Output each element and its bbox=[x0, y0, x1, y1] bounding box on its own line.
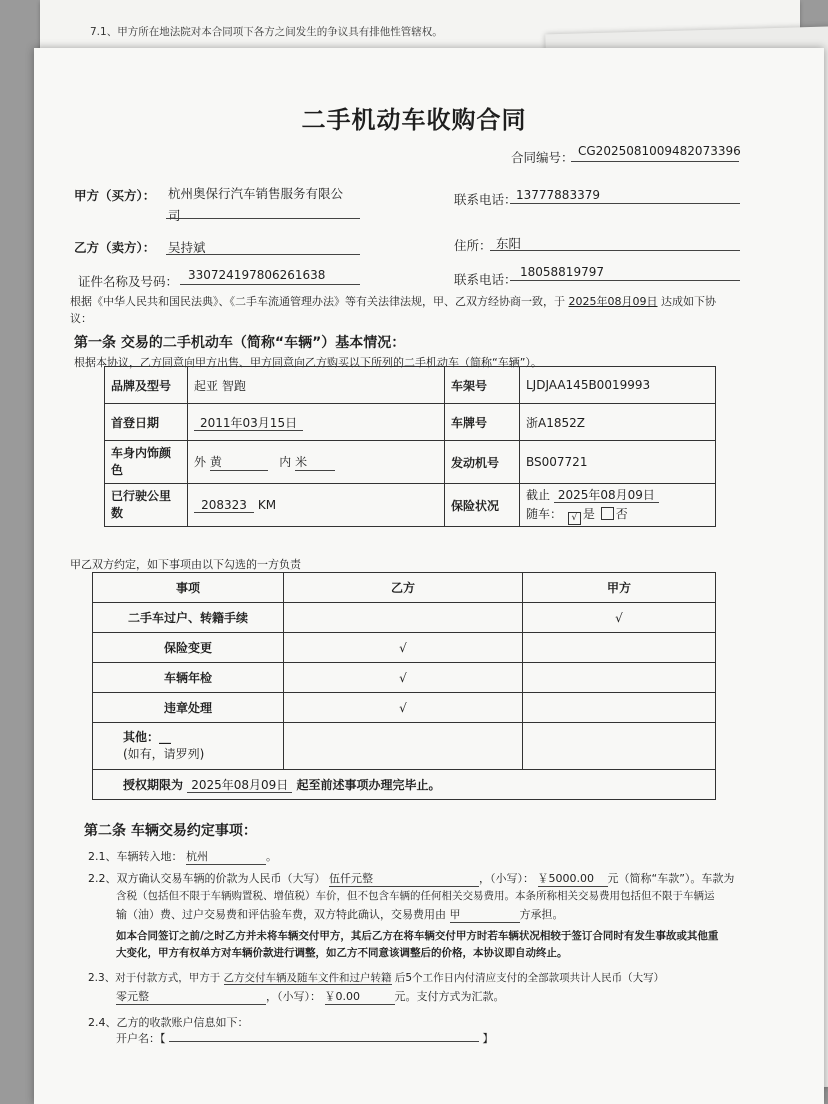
preamble-line2: 议： bbox=[70, 312, 92, 325]
table-row bbox=[93, 603, 716, 633]
party-b-label: 乙方（卖方）： bbox=[74, 240, 156, 255]
party-b-name: 吴持斌 bbox=[168, 240, 206, 255]
first-reg-label: 首登日期 bbox=[105, 404, 188, 441]
insurance-value: 截止 2025年08月09日 随车： √ 是 否 bbox=[520, 484, 716, 527]
clause-7-1: 7.1、甲方所在地法院对本合同项下各方之间发生的争议具有排他性管辖权。 bbox=[90, 26, 443, 38]
duties-table bbox=[92, 572, 716, 800]
table-row bbox=[93, 693, 716, 723]
insurance-label: 保险状况 bbox=[445, 484, 520, 527]
table-row bbox=[93, 633, 716, 663]
other-cell: 其他：__ (如有，请罗列) bbox=[93, 723, 284, 770]
duty-party-b: √ bbox=[284, 693, 523, 723]
table-row bbox=[105, 367, 716, 404]
party-a-name-1: 杭州奥保行汽车销售服务有限公 bbox=[168, 186, 344, 201]
mileage-value: 208323 KM bbox=[188, 484, 445, 527]
duty-party-a: √ bbox=[523, 603, 716, 633]
party-b-address: 东阳 bbox=[496, 236, 522, 251]
col-party-b: 乙方 bbox=[284, 573, 523, 603]
party-b-id: 330724197806261638 bbox=[188, 268, 326, 282]
col-item: 事项 bbox=[93, 573, 284, 603]
plate-label: 车牌号 bbox=[445, 404, 520, 441]
vin-value: LJDJAA145B0019993 bbox=[520, 367, 716, 404]
preamble-line1: 根据《中华人民共和国民法典》、《二手车流通管理办法》等有关法律法规，甲、乙双方经协商一致，于 2025年08月09日 达成如下协 bbox=[70, 295, 716, 308]
clause-2-1: 2.1、车辆转入地： 杭州 。 bbox=[88, 850, 277, 863]
col-party-a: 甲方 bbox=[523, 573, 716, 603]
article2-title: 第二条 车辆交易约定事项： bbox=[84, 823, 257, 839]
duty-item: 违章处理 bbox=[93, 693, 284, 723]
article1-intro: 根据本协议，乙方同意向甲方出售、甲方同意向乙方购买以下所列的二手机动车（简称“车辆”）。 bbox=[74, 356, 542, 369]
yes-checkbox: √ bbox=[568, 512, 581, 525]
party-b-id-label: 证件名称及号码： bbox=[78, 274, 179, 289]
table-row bbox=[93, 723, 716, 770]
page-title: 二手机动车收购合同 bbox=[301, 106, 527, 134]
party-a-name-2: 司 bbox=[168, 208, 181, 223]
plate-value: 浙A1852Z bbox=[520, 404, 716, 441]
engine-value: BS007721 bbox=[520, 441, 716, 484]
duty-party-b bbox=[284, 603, 523, 633]
clause-2-2-line1: 2.2、双方确认交易车辆的价款为人民币（大写） 伍仟元整 ，（小写）： ￥5000.00 元（简称“车款”）。车款为 bbox=[88, 872, 735, 885]
table-row bbox=[105, 484, 716, 527]
clause-2-3-line2: 零元整 ，（小写）： ￥0.00 元。支付方式为汇款。 bbox=[116, 990, 505, 1003]
first-reg-value: 2011年03月15日 bbox=[188, 404, 445, 441]
no-checkbox bbox=[601, 507, 614, 520]
account-holder: 开户名：【 】 bbox=[116, 1032, 494, 1045]
clause-2-2-line2: 含税（包括但不限于车辆购置税、增值税）车价，但不包含车辆的任何相关交易费用。本条所称相关交易费用包括但不限于车辆运 bbox=[116, 890, 715, 902]
clause-2-3-line1: 2.3、对于付款方式，甲方于 乙方交付车辆及随车文件和过户转籍 后5个工作日内付清应支付的全部款项共计人民币（大写） bbox=[88, 972, 665, 984]
engine-label: 发动机号 bbox=[445, 441, 520, 484]
party-b-address-label: 住所： bbox=[454, 238, 492, 253]
mileage-label: 已行驶公里数 bbox=[105, 484, 188, 527]
brand-label: 品牌及型号 bbox=[105, 367, 188, 404]
vehicle-info-table bbox=[104, 366, 716, 527]
duty-party-a bbox=[523, 633, 716, 663]
duty-item: 二手车过户、转籍手续 bbox=[93, 603, 284, 633]
article1-title: 第一条 交易的二手机动车（简称“车辆”）基本情况： bbox=[74, 335, 406, 351]
table-row bbox=[105, 441, 716, 484]
duty-party-b: √ bbox=[284, 633, 523, 663]
party-a-phone: 13777883379 bbox=[516, 188, 600, 202]
color-label: 车身内饰颜色 bbox=[105, 441, 188, 484]
table-row bbox=[93, 573, 716, 603]
duties-intro: 甲乙双方约定，如下事项由以下勾选的一方负责 bbox=[70, 558, 301, 571]
contract-no-label: 合同编号： bbox=[511, 150, 574, 165]
party-b-phone-label: 联系电话： bbox=[454, 272, 517, 287]
contract-page bbox=[34, 48, 824, 1104]
brand-value: 起亚 智跑 bbox=[188, 367, 445, 404]
table-row bbox=[93, 663, 716, 693]
table-row bbox=[105, 404, 716, 441]
bold-clause-2: 大变化，甲方有权单方对车辆价款进行调整，如乙方不同意该调整后的价格，本协议即自动终止。 bbox=[116, 947, 568, 959]
duty-party-a bbox=[523, 693, 716, 723]
vin-label: 车架号 bbox=[445, 367, 520, 404]
duty-party-a bbox=[523, 663, 716, 693]
table-row bbox=[93, 770, 716, 800]
color-value: 外 黄 内 米 bbox=[188, 441, 445, 484]
clause-2-2-line3: 输（油）费、过户交易费和评估验车费，双方特此确认，交易费用由 甲 方承担。 bbox=[116, 908, 564, 921]
duty-item: 保险变更 bbox=[93, 633, 284, 663]
party-a-phone-label: 联系电话： bbox=[454, 192, 517, 207]
clause-2-4: 2.4、乙方的收款账户信息如下： bbox=[88, 1016, 249, 1029]
duty-item: 车辆年检 bbox=[93, 663, 284, 693]
auth-row: 授权期限为 2025年08月09日 起至前述事项办理完毕止。 bbox=[93, 770, 716, 800]
contract-no: CG2025081009482073396 bbox=[578, 144, 741, 158]
party-b-phone: 18058819797 bbox=[520, 265, 604, 279]
party-a-label: 甲方（买方）： bbox=[74, 188, 156, 203]
bold-clause-1: 如本合同签订之前/之时乙方并未将车辆交付甲方，其后乙方在将车辆交付甲方时若车辆状况相较于签订合同时有发生事故或其他重 bbox=[116, 930, 719, 942]
duty-party-b: √ bbox=[284, 663, 523, 693]
